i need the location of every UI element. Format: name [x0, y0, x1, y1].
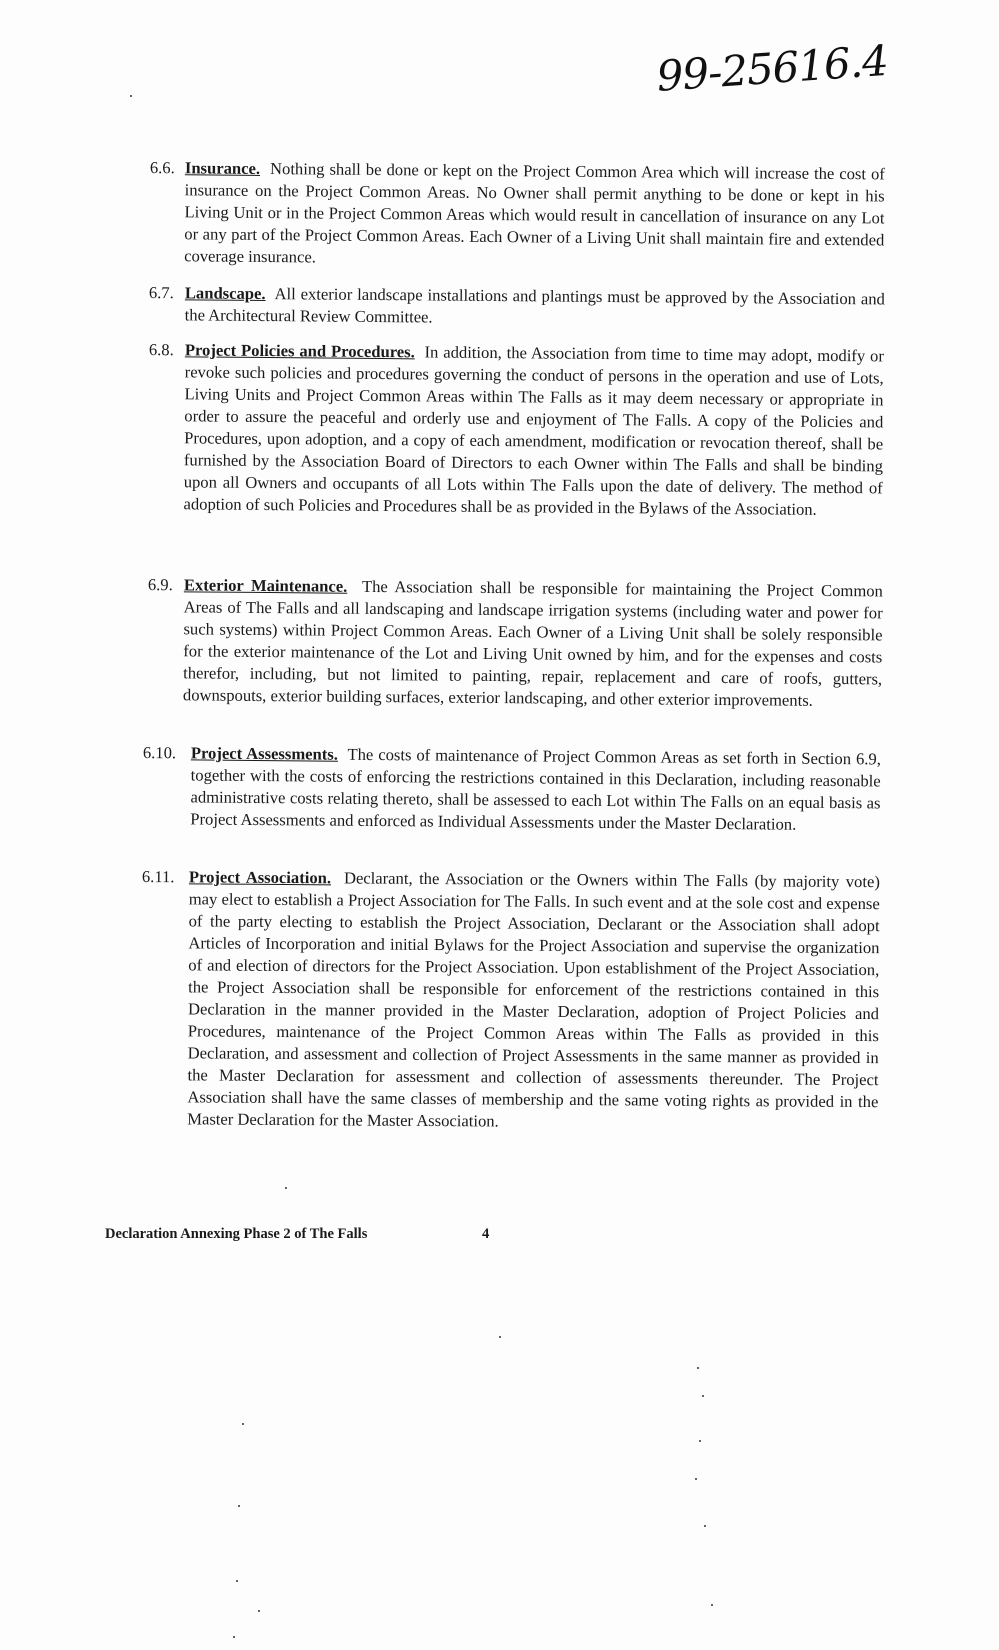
section-number: 6.10. [142, 742, 177, 763]
section-6-9 [147, 574, 883, 736]
section-number: 6.8. [148, 339, 174, 360]
section-text: In addition, the Association from time to time may adopt, modify or revoke such policies and procedures governing the conduct of persons in the operation and use of Lots, Living Units and Project Common Areas within The Falls as it may deem necessary or appropriate in order to assure the peaceful and orderly use and enjoyment of The Falls. A copy of the Policies and Procedures, upon adoption, and a copy of each amendment, modification or revocation thereof, shall be furnished by the Association Board of Directors to each Owner within The Falls and shall be binding upon all Owners and occupants of all Lots within The Falls upon the date of delivery. The method of adoption of such Policies and Procedures shall be as provided in the Bylaws of the Association. [183, 342, 884, 519]
section-number: 6.7. [148, 282, 174, 303]
section-6-8 [147, 339, 884, 567]
section-body [183, 574, 883, 712]
section-heading: Exterior Maintenance. [183, 575, 348, 596]
scan-speck [242, 1423, 244, 1425]
section-text: The costs of maintenance of Project Common Areas as set forth in Section 6.9, together with the costs of enforcing the restrictions contained in this Declaration, including reasonable administrative costs relating thereto, shall be assessed to each Lot within The Falls on an equal basis as Project Assessments and enforced as Individual Assessments under the Master Declaration. [190, 744, 881, 834]
section-heading: Insurance. [184, 158, 261, 178]
section-heading: Project Association. [188, 867, 332, 888]
section-body [190, 742, 881, 836]
section-6-10 [142, 742, 881, 860]
section-body [185, 282, 885, 332]
section-number: 6.9. [147, 574, 173, 595]
section-number: 6.6. [149, 157, 175, 178]
scan-speck [130, 95, 132, 97]
footer-document-title: Declaration Annexing Phase 2 of The Falls [105, 1226, 368, 1242]
scan-speck [233, 1636, 235, 1638]
section-text: Declarant, the Association or the Owners within The Falls (by majority vote) may elect to establish a Project Association for The Falls. In such event and at the sole cost and expense of the party electing to establish the Project Association, Declarant or the Association shall adopt Articles of Incorporation and initial Bylaws for the Project Association and supervise the organization of and election of directors for the Project Association. Upon establishment of the Project Association, the Project Association shall be responsible for enforcement of the restrictions contained in this Declaration in the manner provided in the Master Declaration, adoption of Project Policies and Procedures, maintenance of the Project Common Areas within The Falls as provided in this Declaration, and assessment and collection of Project Assessments in the same manner as provided in the Master Declaration for assessment and collection of assessments thereunder. The Project Association shall have the same classes of membership and the same voting rights as provided in the Master Declaration for the Master Association. [187, 868, 880, 1131]
handwritten-record-number: 99-25616.4 [655, 35, 890, 101]
scan-speck [697, 1367, 699, 1369]
scan-speck [711, 1604, 713, 1606]
scan-speck [704, 1525, 706, 1527]
section-6-6 [149, 157, 885, 275]
scan-speck [499, 1336, 501, 1338]
scan-speck [702, 1395, 704, 1397]
section-number: 6.11. [141, 867, 175, 887]
section-6-11 [140, 866, 880, 1181]
section-heading: Landscape. [184, 283, 266, 304]
scan-speck [285, 1187, 287, 1189]
section-6-7 [149, 282, 885, 334]
scan-speck [238, 1505, 240, 1507]
section-body [187, 866, 880, 1135]
section-heading: Project Policies and Procedures. [184, 340, 415, 362]
section-text: Nothing shall be done or kept on the Project Common Area which will increase the cost of insurance on the Project Common Areas. No Owner shall permit anything to be done or kept in his Living Unit or in the Project Common Areas which would result in cancellation of insurance on any Lot or any part of the Project Common Areas. Each Owner of a Living Unit shall maintain fire and extended coverage insurance. [184, 159, 885, 267]
scan-speck [258, 1610, 260, 1612]
scan-speck [236, 1580, 238, 1582]
section-heading: Project Assessments. [190, 743, 339, 764]
section-text: All exterior landscape installations and plantings must be approved by the Association and the Architectural Review Committee. [184, 284, 885, 327]
scan-speck [699, 1440, 701, 1442]
scan-speck [695, 1478, 697, 1480]
section-body [184, 157, 885, 273]
section-text: The Association shall be responsible for maintaining the Project Common Areas of The Falls and all landscaping and landscape irrigation systems (including water and power for such systems) within Project Common Areas. Each Owner of a Living Unit shall be solely responsible for the exterior maintenance of the Lot and Living Unit owned by him, and for the expenses and costs therefor, including, but not limited to painting, repair, replacement and care of roofs, gutters, downspouts, exterior building surfaces, exterior landscaping, and other exterior improvements. [182, 576, 883, 710]
section-body [183, 339, 884, 521]
footer-page-number: 4 [482, 1226, 490, 1242]
